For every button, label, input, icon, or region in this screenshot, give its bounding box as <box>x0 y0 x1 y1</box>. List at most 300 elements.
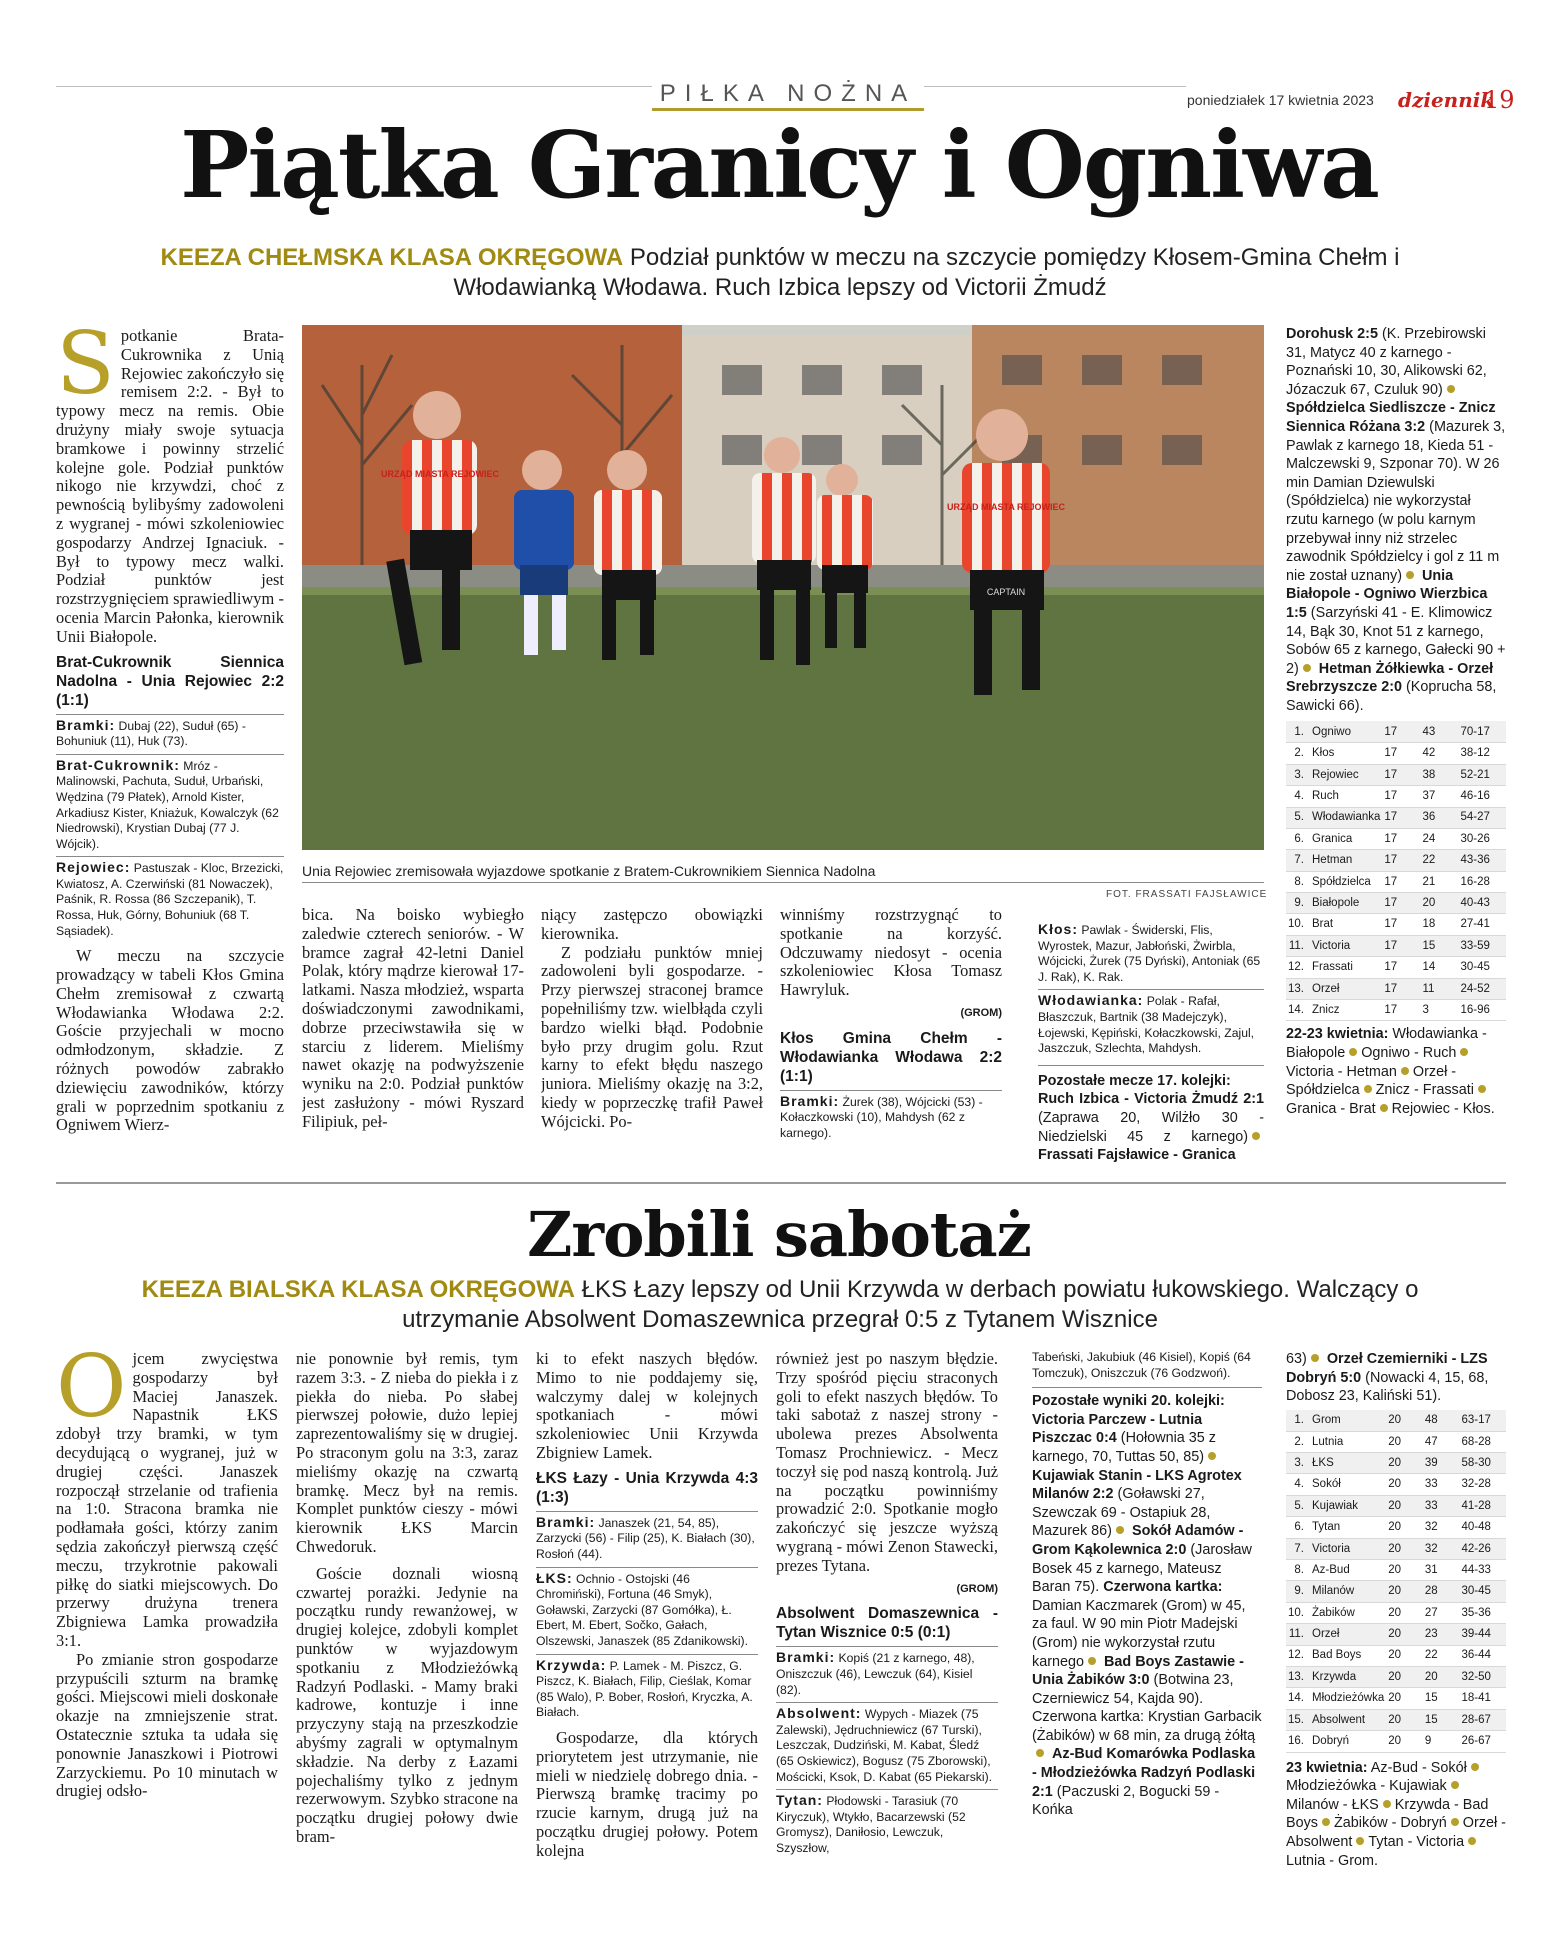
table-pos: 16. <box>1286 1731 1310 1752</box>
table-team: Grom <box>1310 1410 1386 1431</box>
table-points: 24 <box>1420 828 1458 849</box>
a1-next-date: 22-23 kwietnia: <box>1286 1026 1389 1043</box>
a2-column-6 <box>1286 1350 1506 1930</box>
table-row <box>1286 1624 1506 1645</box>
table-goals: 30-45 <box>1459 957 1507 978</box>
bullet-icon <box>1451 1818 1459 1826</box>
a1-column-2 <box>302 906 524 1176</box>
a1-match-2-lineup-home <box>1038 906 1264 985</box>
table-pos: 2. <box>1286 1431 1310 1452</box>
a1-result-bialopole-detail: (Sarzyński 41 - E. Klimowicz 14, Bąk 30, Knot 51 z karnego, Sobów 65 z karnego, Gałecki 90 + 2) <box>1286 604 1506 677</box>
table-team: Victoria <box>1310 1538 1386 1559</box>
a1-author-signature: (GROM) <box>960 1006 1002 1019</box>
table-row <box>1286 1560 1506 1581</box>
table-team: Tytan <box>1310 1517 1386 1538</box>
a2-next-date: 23 kwietnia: <box>1286 1759 1368 1776</box>
table-goals: 28-67 <box>1459 1709 1506 1730</box>
table-games: 17 <box>1382 957 1420 978</box>
table-points: 38 <box>1420 764 1458 785</box>
a2-m2-home-label: Absolwent: <box>776 1705 862 1722</box>
table-goals: 27-41 <box>1459 914 1507 935</box>
fixture: Krzywda - Bad Boys <box>1286 1796 1489 1832</box>
table-pos: 10. <box>1286 1602 1310 1623</box>
table-pos: 10. <box>1286 914 1310 935</box>
a2-result-badboys: Bad Boys Zastawie - Unia Żabików 3:0 <box>1032 1653 1244 1689</box>
section-label: PIŁKA NOŻNA <box>659 80 917 107</box>
table-games: 17 <box>1382 764 1420 785</box>
a2-match-2-lineup-away <box>776 1789 998 1856</box>
a2-match-2-lineup-cont: Tabeński, Jakubiuk (46 Kisiel), Kopiś (64 Tomczuk), Oniszczuk (76 Godzwoń). <box>1032 1350 1251 1380</box>
a1-result-hetman: Hetman Żółkiewka - Orzeł Srebrzyszcze 2:0 <box>1286 660 1494 696</box>
a2-result-badboys-detail: (Botwina 23, Czerniewicz 54, Kajda 90). Czerwona kartka: Krystian Garbacik (Żabików) w 68 min, za drugą żółtą <box>1032 1672 1262 1744</box>
table-team: Hetman <box>1310 850 1382 871</box>
a2-m1-goals: Janaszek (21, 54, 85), Zarzycki (56) - Filip (25), K. Białach (30), Rosłoń (44). <box>536 1515 755 1561</box>
table-goals: 41-28 <box>1459 1495 1506 1516</box>
table-row <box>1286 1495 1506 1516</box>
table-pos: 1. <box>1286 1410 1310 1431</box>
table-points: 33 <box>1423 1474 1460 1495</box>
table-points: 33 <box>1423 1495 1460 1516</box>
a1-column-3 <box>541 906 763 1176</box>
table-pos: 11. <box>1286 935 1310 956</box>
table-games: 20 <box>1386 1560 1423 1581</box>
a1-column-4 <box>780 906 1002 1176</box>
table-games: 20 <box>1386 1474 1423 1495</box>
table-games: 17 <box>1382 893 1420 914</box>
table-team: Victoria <box>1310 935 1382 956</box>
a1-result-hetman-detail: (Koprucha 58, Sawicki 66). <box>1286 679 1497 714</box>
table-pos: 13. <box>1286 978 1310 999</box>
table-row <box>1286 1517 1506 1538</box>
table-games: 20 <box>1386 1688 1423 1709</box>
table-games: 20 <box>1386 1581 1423 1602</box>
table-row <box>1286 978 1506 999</box>
bullet-icon <box>1471 1763 1479 1771</box>
table-points: 37 <box>1420 786 1458 807</box>
a2-col2-paragraph-1: nie ponownie był remis, tym razem 3:3. - Z nieba do piekła i z piekła do nieba. Po słabej pierwszej połowie, dużo lepiej zaprezentowaliśmy się w drugiej. Po straconym golu na 3:3, zaraz mieliśmy okazję na czwartą bramkę. Mecz był na remis. Komplet punktów cieszy - mówi kierownik ŁKS Marcin Chwedoruk. <box>296 1350 518 1556</box>
article-2-title: Zrobili sabotaż <box>527 1198 1031 1271</box>
table-pos: 7. <box>1286 1538 1310 1559</box>
a1-next-round <box>1286 1025 1506 1118</box>
table-pos: 4. <box>1286 1474 1310 1495</box>
a2-column-3 <box>536 1350 758 1920</box>
table-points: 23 <box>1423 1624 1460 1645</box>
a2-col2-paragraph-2: Goście doznali wiosną czwartej porażki. Jedynie na początku rundy rewanżowej, w drugiej kolejce, zdobyli komplet punktów w wyjazdowym spotkaniu z Młodzieżówką Radzyń Podlaski. - Mamy braki kadrowe, kontuzje i inne przyczyny stają na przeszkodzie abyśmy zagrali w optymalnym składzie. Na derby z Łazami pojechaliśmy tylko z jednym rezerwowym. Szybko stracone na początku drugiej połowy dwie bram- <box>296 1563 518 1846</box>
table-pos: 12. <box>1286 1645 1310 1666</box>
a1-col2-paragraph: bica. Na boisko wybiegło zaledwie czterech seniorów. - W bramce zagrał 42-letni Daniel Polak, który mądrze kierował 17-latkami. Nasza młodzież, wsparta doświadczonymi zawodnikami, dobrze przeciwstawiła się w starciu z liderem. Mieliśmy nawet okazję na podwyższenie wyniku na 2:0. Podział punktów jest zasłużony - mówi Ryszard Filipiuk, peł- <box>302 906 524 1131</box>
table-games: 20 <box>1386 1431 1423 1452</box>
table-games: 20 <box>1386 1453 1423 1474</box>
table-row <box>1286 721 1506 742</box>
table-row <box>1286 893 1506 914</box>
a1-other-results <box>1038 1065 1264 1165</box>
a1-match-2-heading: Kłos Gmina Chełm - Włodawianka Włodawa 2:2 (1:1) <box>780 1029 1002 1085</box>
fixture: Znicz - Frassati <box>1375 1082 1474 1099</box>
table-goals: 63-17 <box>1459 1410 1506 1431</box>
a2-match-1-lineup-home <box>536 1567 758 1650</box>
a1-col1-paragraph-2: W meczu na szczycie prowadzący w tabeli Kłos Gmina Chełm zremisował z czwartą Włodawianka Włodawa 2:2. Goście przyjechali w mocno odmłodzonym, składzie. Z różnych powodów zabrakło dziewięciu zawodników, którzy grali w poprzednim spotkaniu z Ogniwem Wierz- <box>56 946 284 1135</box>
table-pos: 15. <box>1286 1709 1310 1730</box>
table-goals: 46-16 <box>1459 786 1507 807</box>
a1-league-table <box>1286 721 1506 1021</box>
a1-match-2-goals <box>780 1090 1002 1142</box>
table-goals: 43-36 <box>1459 850 1507 871</box>
table-pos: 5. <box>1286 1495 1310 1516</box>
a2-column-4 <box>776 1350 998 1920</box>
a2-column-2 <box>296 1350 518 1920</box>
a1-result-dorohusk-detail: (K. Przebirowski 31, Matycz 40 z karnego - Poznański 10, 30, Alikowski 62, Józaczuk 67, Czuluk 90) <box>1286 326 1487 398</box>
table-goals: 70-17 <box>1459 721 1507 742</box>
a2-match-2-heading: Absolwent Domaszewnica - Tytan Wisznice 0:5 (0:1) <box>776 1605 998 1642</box>
a1-col4-paragraph-1: winniśmy rozstrzygnąć to spotkanie na korzyść. Odczuwamy niedosyt - ocenia szkoleniowiec Kłosa Tomasz Hawryluk. <box>780 906 1002 1000</box>
a2-result-azbud: Az-Bud Komarówka Podlaska - Młodzieżówka Radzyń Podlaski 2:1 <box>1032 1746 1256 1800</box>
table-team: Milanów <box>1310 1581 1386 1602</box>
table-points: 20 <box>1423 1666 1460 1687</box>
a1-m2-away-label: Włodawianka: <box>1038 992 1144 1009</box>
bullet-icon <box>1447 385 1455 393</box>
table-points: 15 <box>1423 1688 1460 1709</box>
table-points: 22 <box>1420 850 1458 871</box>
table-row <box>1286 1410 1506 1431</box>
table-games: 17 <box>1382 914 1420 935</box>
caption-rule <box>302 882 1264 883</box>
table-pos: 3. <box>1286 1453 1310 1474</box>
a1-col1-paragraph-1: potkanie Brata-Cukrownika z Unią Rejowiec zakończyło się remisem 2:2. - Był to typowy mecz na remis. Obie drużyny miały swoje sytuacja bramkowe i powinny strzelić kolejne gole. Podział punktów nikogo nie krzywdzi, choć z pewnością bylibyśmy zadowoleni z wygranej - mówi szkoleniowiec gospodarzy Andrzej Ignaciuk. - Był to typowy mecz walki. Podział punktów jest rozstrzygnięciem sprawiedliwym - ocenia Marcin Pałonka, kierownik Unii Białopole. <box>56 327 284 646</box>
table-points: 15 <box>1423 1709 1460 1730</box>
a1-m2-home: Pawlak - Świderski, Flis, Wyrostek, Mazur, Jabłoński, Żwirbla, Wójcicki, Żurek (75 Dyński), Antoniak (65 J. Rak), K. Rak. <box>1038 923 1261 984</box>
table-row <box>1286 1709 1506 1730</box>
table-games: 20 <box>1386 1538 1423 1559</box>
bullet-icon <box>1478 1085 1486 1093</box>
table-row <box>1286 1538 1506 1559</box>
table-goals: 18-41 <box>1459 1688 1506 1709</box>
table-row <box>1286 1581 1506 1602</box>
table-games: 20 <box>1386 1624 1423 1645</box>
a1-m2-away: Polak - Rafał, Błaszczuk, Bartnik (38 Madejczyk), Łojewski, Kępiński, Kołaczkowski, Zajul, Jaszczuk, Szlechta, Mahdysh. <box>1038 994 1255 1056</box>
photo-shirt-text: URZĄD MIASTA REJOWIEC <box>381 469 499 479</box>
table-points: 22 <box>1423 1645 1460 1666</box>
a2-red-card-label: Czerwona kartka: <box>1103 1579 1223 1596</box>
a2-m1-home: Ochnio - Ostojski (46 Chromiński), Fortuna (46 Smyk), Goławski, Zarzycki (87 Gomółka), Ł. Ebert, M. Ebert, Sočko, Gałach, Olszewski, Janaszek (85 Zdanikowski). <box>536 1571 748 1648</box>
table-goals: 44-33 <box>1459 1560 1506 1581</box>
table-team: Ogniwo <box>1310 721 1382 742</box>
table-row <box>1286 957 1506 978</box>
table-goals: 38-12 <box>1459 743 1507 764</box>
a2-result-kujawiak: Kujawiak Stanin - LKS Agrotex Milanów 2:2 <box>1032 1467 1242 1503</box>
a2-result-sokol-detail: (Jarosław Bosek 45 z karnego, Mateusz Baran 75). <box>1032 1541 1252 1596</box>
a2-col3-paragraph-1: ki to efekt naszych błędów. Mimo to nie poddajemy się, walczymy dalej w kolejnych spotkaniach - mówi szkoleniowiec Unii Krzywda Zbigniew Lamek. <box>536 1350 758 1462</box>
table-pos: 7. <box>1286 850 1310 871</box>
table-goals: 35-36 <box>1459 1602 1506 1623</box>
article-2-lead-text: ŁKS Łazy lepszy od Unii Krzywda w derbach powiatu łukowskiego. Walczący o utrzymanie Absolwent Domaszewnica przegrał 0:5 z Tytanem Wisznice <box>402 1276 1419 1333</box>
a2-other-head: Pozostałe wyniki 20. kolejki: <box>1032 1393 1225 1410</box>
table-row <box>1286 850 1506 871</box>
a1-column-5 <box>1038 906 1264 1176</box>
table-team: Bad Boys <box>1310 1645 1386 1666</box>
a2-m2-away: Płodowski - Tarasiuk (70 Kiryczuk), Wtykło, Bacarzewski (52 Gromysz), Daniłosio, Lewczuk, Szyszłow, <box>776 1794 966 1855</box>
table-team: Kłos <box>1310 743 1382 764</box>
fixture: Młodzieżówka - Kujawiak <box>1286 1778 1447 1795</box>
table-row <box>1286 1453 1506 1474</box>
table-team: Krzywda <box>1310 1666 1386 1687</box>
table-goals: 32-28 <box>1459 1474 1506 1495</box>
a2-m1-home-label: ŁKS: <box>536 1569 573 1586</box>
a2-col1-paragraph-2: Po zmianie stron gospodarze przypuścili szturm na bramkę gości. Miejscowi mieli doskonałe okazje na zmniejszenie strat. Ostatecznie sztuka ta udała się ponownie Janaszkowi i Piotrowi Zarzyckiemu. Po 10 minutach w drugiej odsło- <box>56 1649 278 1801</box>
article-1-lead <box>110 243 1450 303</box>
table-row <box>1286 828 1506 849</box>
table-goals: 30-45 <box>1459 1581 1506 1602</box>
table-team: Granica <box>1310 828 1382 849</box>
a1-m2-goals-label: Bramki: <box>780 1092 840 1109</box>
page-number: 19 <box>1484 86 1515 114</box>
bullet-icon <box>1116 1526 1124 1534</box>
table-team: Białopole <box>1310 893 1382 914</box>
table-points: 27 <box>1423 1602 1460 1623</box>
table-games: 17 <box>1382 807 1420 828</box>
fixture: Az-Bud - Sokół <box>1367 1759 1467 1776</box>
table-team: Dobryń <box>1310 1731 1386 1752</box>
table-row <box>1286 1688 1506 1709</box>
table-games: 17 <box>1382 871 1420 892</box>
a1-other-head: Pozostałe mecze 17. kolejki: <box>1038 1072 1231 1089</box>
article-2-lead <box>100 1275 1460 1335</box>
article-separator <box>56 1182 1506 1184</box>
table-team: Absolwent <box>1310 1709 1386 1730</box>
table-points: 14 <box>1420 957 1458 978</box>
table-pos: 8. <box>1286 1560 1310 1581</box>
table-row <box>1286 935 1506 956</box>
fixture: Milanów - ŁKS <box>1286 1796 1379 1813</box>
table-team: Spółdzielca <box>1310 871 1382 892</box>
photo-caption: Unia Rejowiec zremisowała wyjazdowe spotkanie z Bratem-Cukrownikiem Siennica Nadolna <box>302 863 876 879</box>
bullet-icon <box>1311 1354 1319 1362</box>
table-points: 31 <box>1423 1560 1460 1581</box>
bullet-icon <box>1322 1818 1330 1826</box>
a1-column-6 <box>1286 325 1506 1175</box>
bullet-icon <box>1401 1067 1409 1075</box>
table-row <box>1286 1000 1506 1021</box>
table-goals: 54-27 <box>1459 807 1507 828</box>
a2-m1-away-label: Krzywda: <box>536 1656 607 1673</box>
a2-result-victoria-detail: (Hołownia 35 z karnego, 70, Tuttas 50, 85) <box>1032 1430 1216 1465</box>
table-goals: 16-96 <box>1459 1000 1507 1021</box>
fixture: Rejowiec - Kłos. <box>1391 1100 1495 1117</box>
table-team: Włodawianka <box>1310 807 1382 828</box>
photo-shirt-text-2: URZĄD MIASTA REJOWIEC <box>947 502 1065 512</box>
a1-drop-cap: S <box>56 327 115 414</box>
a2-col3-paragraph-2: Gospodarze, dla których priorytetem jest utrzymanie, nie mieli w niedzielę dobrego dnia. - Pierwszą bramkę tracimy po rzucie karnym, drugą już na początku drugiej połowy. Potem kolejna <box>536 1727 758 1860</box>
a2-red-card-detail: Damian Kaczmarek (Grom) w 45, za faul. W 90 min Piotr Madejski (Grom) nie wykorzystał rzutu karnego <box>1032 1597 1246 1670</box>
table-games: 20 <box>1386 1495 1423 1516</box>
article-2-kicker: KEEZA BIALSKA KLASA OKRĘGOWA <box>141 1276 575 1303</box>
a2-league-table <box>1286 1410 1506 1753</box>
a1-m1-home: Mróz - Malinowski, Pachuta, Suduł, Urbański, Wędzina (79 Płatek), Arnold Kister, Arkadiusz Kister, Kniażuk, Kowalczyk (62 Niedrowski), Krystian Dubaj (77 J. Wójcik). <box>56 758 279 851</box>
bullet-icon <box>1303 664 1311 672</box>
bullet-icon <box>1383 1800 1391 1808</box>
table-points: 28 <box>1423 1581 1460 1602</box>
table-games: 20 <box>1386 1410 1423 1431</box>
table-games: 17 <box>1382 828 1420 849</box>
a2-m1-goals-label: Bramki: <box>536 1513 596 1530</box>
a2-m1-away: P. Lamek - M. Piszcz, G. Piszcz, K. Białach, Filip, Cieślak, Komar (85 Walo), P. Bober, Rosłoń, Kryczka, A. Białach. <box>536 1658 753 1720</box>
table-goals: 58-30 <box>1459 1453 1506 1474</box>
table-goals: 39-44 <box>1459 1624 1506 1645</box>
table-goals: 30-26 <box>1459 828 1507 849</box>
a2-column-5 <box>1032 1350 1262 1920</box>
a2-m2-goals-label: Bramki: <box>776 1649 836 1666</box>
fixture: Włodawianka - Białopole <box>1286 1026 1487 1062</box>
a2-result-kujawiak-detail: (Goławski 27, Szewczak 69 - Ostapiuk 28, Mazurek 86) <box>1032 1486 1211 1540</box>
a2-result-orzel: Orzeł Czemierniki - LZS Dobryń 5:0 <box>1286 1351 1488 1386</box>
table-goals: 16-28 <box>1459 871 1507 892</box>
table-games: 20 <box>1386 1517 1423 1538</box>
table-games: 20 <box>1386 1731 1423 1752</box>
bullet-icon <box>1208 1452 1216 1460</box>
photo-credit: FOT. FRASSATI FAJSŁAWICE <box>1106 889 1268 900</box>
table-team: Orzeł <box>1310 1624 1386 1645</box>
match-photo-illustration <box>302 325 1264 850</box>
a2-m2-away-label: Tytan: <box>776 1792 823 1809</box>
table-pos: 6. <box>1286 1517 1310 1538</box>
a1-result-spoldzielca: Spółdzielca Siedliszcze - Znicz Siennica Różana 3:2 <box>1286 400 1496 435</box>
table-pos: 13. <box>1286 1666 1310 1687</box>
table-pos: 12. <box>1286 957 1310 978</box>
table-points: 18 <box>1420 914 1458 935</box>
a1-column-1 <box>56 327 284 1167</box>
table-goals: 26-67 <box>1459 1731 1506 1752</box>
table-points: 43 <box>1420 721 1458 742</box>
table-row <box>1286 786 1506 807</box>
table-row <box>1286 807 1506 828</box>
table-pos: 2. <box>1286 743 1310 764</box>
a2-next-round <box>1286 1759 1506 1871</box>
table-points: 32 <box>1423 1517 1460 1538</box>
a1-m2-goals: Żurek (38), Wójcicki (53) - Kołaczkowski (10), Mahdysh (62 z karnego). <box>780 1094 983 1140</box>
table-games: 20 <box>1386 1602 1423 1623</box>
a1-result-frassati: Frassati Fajsławice - Granica <box>1038 1147 1236 1164</box>
bullet-icon <box>1088 1657 1096 1665</box>
fixture: Granica - Brat <box>1286 1100 1376 1117</box>
a1-match-1-lineup-home <box>56 754 284 853</box>
table-team: Lutnia <box>1310 1431 1386 1452</box>
fixture: Victoria - Hetman <box>1286 1063 1397 1080</box>
bullet-icon <box>1036 1749 1044 1757</box>
a2-match-1-heading: ŁKS Łazy - Unia Krzywda 4:3 (1:3) <box>536 1469 758 1506</box>
table-points: 11 <box>1420 978 1458 999</box>
table-points: 42 <box>1420 743 1458 764</box>
a2-m2-home: Wypych - Miazek (75 Zalewski), Jędruchniewicz (67 Turski), Leszczak, Dudziński, M. Kabat, Śledź (65 Oskiewicz), Bogusz (75 Zborowski), Mościcki, Ksok, D. Kabat (65 Piekarski). <box>776 1707 993 1784</box>
issue-date: poniedziałek 17 kwietnia 2023 <box>1187 92 1374 108</box>
table-team: Frassati <box>1310 957 1382 978</box>
a2-drop-cap: O <box>56 1350 127 1437</box>
bullet-icon <box>1364 1085 1372 1093</box>
table-pos: 9. <box>1286 1581 1310 1602</box>
table-points: 36 <box>1420 807 1458 828</box>
table-team: Brat <box>1310 914 1382 935</box>
table-pos: 9. <box>1286 893 1310 914</box>
table-pos: 4. <box>1286 786 1310 807</box>
table-points: 32 <box>1423 1538 1460 1559</box>
fixture: Ogniwo - Ruch <box>1361 1045 1457 1062</box>
table-team: Ruch <box>1310 786 1382 807</box>
table-games: 17 <box>1382 743 1420 764</box>
table-goals: 52-21 <box>1459 764 1507 785</box>
a1-result-bialopole: Unia Białopole - Ogniwo Wierzbica 1:5 <box>1286 567 1488 621</box>
table-team: Rejowiec <box>1310 764 1382 785</box>
fixture: Tytan - Victoria <box>1368 1833 1465 1850</box>
table-points: 9 <box>1423 1731 1460 1752</box>
table-goals: 33-59 <box>1459 935 1507 956</box>
table-goals: 36-44 <box>1459 1645 1506 1666</box>
table-pos: 6. <box>1286 828 1310 849</box>
table-games: 20 <box>1386 1666 1423 1687</box>
table-team: Sokół <box>1310 1474 1386 1495</box>
a2-author-signature: (GROM) <box>956 1582 998 1595</box>
table-pos: 5. <box>1286 807 1310 828</box>
a2-m2-goals: Kopiś (21 z karnego, 48), Oniszczuk (46), Lewczuk (64), Kisiel (82). <box>776 1651 975 1697</box>
table-pos: 11. <box>1286 1624 1310 1645</box>
a2-result-azbud-end: 63) <box>1286 1351 1307 1367</box>
a1-col3-paragraph-2: Z podziału punktów mniej zadowoleni byli gospodarze. - Przy pierwszej straconej bramce popełniliśmy tzw. wielbłąda czyli bardzo wielki błąd. Podobnie było przy drugim golu. Rzut karny to efekt błędu naszego juniora. Mieliśmy okazję na 3:2, kiedy w poprzeczkę trafił Paweł Wójcicki. Po- <box>541 942 763 1131</box>
table-games: 17 <box>1382 721 1420 742</box>
a2-match-1-lineup-away <box>536 1654 758 1721</box>
fixture: Orzeł - Spółdzielca <box>1286 1063 1457 1099</box>
header-rule-right <box>924 86 1186 87</box>
header-rule <box>56 86 652 87</box>
a1-result-ruch-detail: (Zaprawa 20, Wilżło 30 - Niedzielski 45 z karnego) <box>1038 1109 1264 1145</box>
table-row <box>1286 1474 1506 1495</box>
table-pos: 8. <box>1286 871 1310 892</box>
article-1-kicker: KEEZA CHEŁMSKA KLASA OKRĘGOWA <box>160 244 624 271</box>
a2-match-1-goals <box>536 1511 758 1563</box>
table-row <box>1286 1666 1506 1687</box>
a1-result-ruch: Ruch Izbica - Victoria Żmudź 2:1 <box>1038 1091 1264 1108</box>
table-points: 47 <box>1423 1431 1460 1452</box>
table-games: 20 <box>1386 1709 1423 1730</box>
table-team: Az-Bud <box>1310 1560 1386 1581</box>
table-row <box>1286 871 1506 892</box>
bullet-icon <box>1252 1132 1260 1140</box>
table-team: Żabików <box>1310 1602 1386 1623</box>
a2-match-2-lineup-home <box>776 1702 998 1785</box>
a2-result-orzel-detail: (Nowacki 4, 15, 68, Dobosz 23, Kaliński 51). <box>1286 1369 1489 1405</box>
table-pos: 14. <box>1286 1688 1310 1709</box>
bullet-icon <box>1380 1104 1388 1112</box>
table-goals: 42-26 <box>1459 1538 1506 1559</box>
table-row <box>1286 743 1506 764</box>
table-team: Kujawiak <box>1310 1495 1386 1516</box>
a1-match-1-heading: Brat-Cukrownik Siennica Nadolna - Unia Rejowiec 2:2 (1:1) <box>56 653 284 709</box>
fixture: Orzeł - Absolwent <box>1286 1815 1506 1850</box>
table-goals: 40-43 <box>1459 893 1507 914</box>
table-row <box>1286 1602 1506 1623</box>
bullet-icon <box>1451 1781 1459 1789</box>
table-points: 21 <box>1420 871 1458 892</box>
table-points: 20 <box>1420 893 1458 914</box>
a1-match-2-lineup-away <box>1038 989 1264 1056</box>
table-games: 20 <box>1386 1645 1423 1666</box>
a1-m1-away-label: Rejowiec: <box>56 859 131 876</box>
table-row <box>1286 1731 1506 1752</box>
a1-m2-home-label: Kłos: <box>1038 921 1078 937</box>
table-pos: 3. <box>1286 764 1310 785</box>
bullet-icon <box>1349 1048 1357 1056</box>
table-team: Znicz <box>1310 1000 1382 1021</box>
fixture: Lutnia - Grom. <box>1286 1852 1378 1869</box>
fixture: Żabików - Dobryń <box>1334 1815 1447 1832</box>
table-row <box>1286 1645 1506 1666</box>
newspaper-logo: dziennik <box>1398 88 1495 112</box>
